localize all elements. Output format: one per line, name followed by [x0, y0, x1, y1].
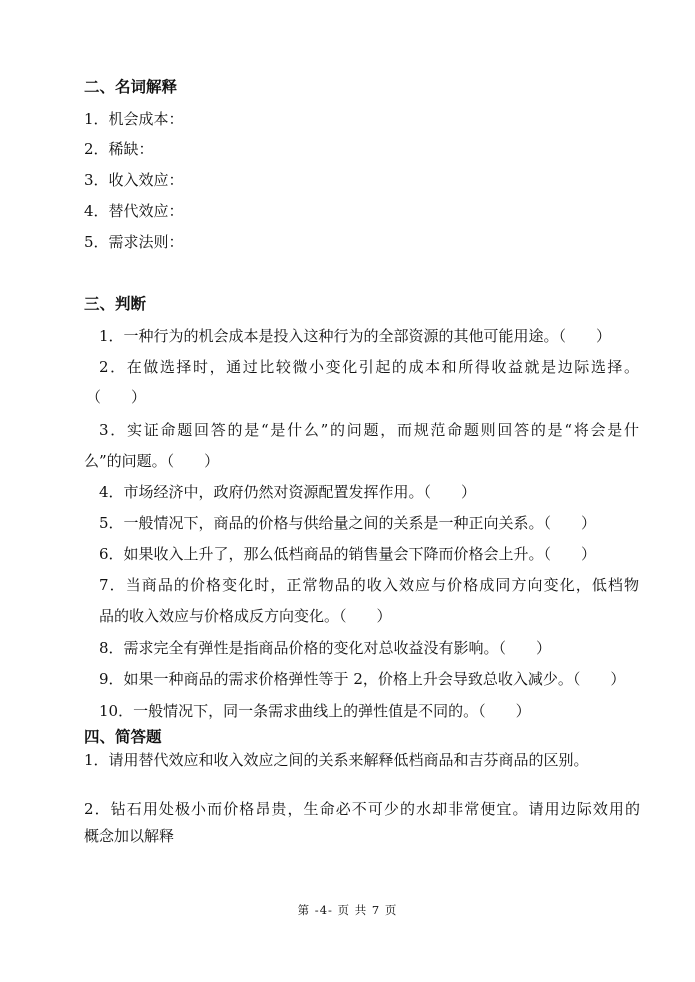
definition-item: 3．收入效应：: [84, 171, 184, 189]
section-heading-judgment: 三、判断: [84, 295, 147, 313]
section-heading-short-answer: 四、简答题: [84, 728, 162, 746]
definition-item: 5．需求法则：: [84, 233, 184, 251]
definition-item: 1．机会成本：: [84, 110, 184, 128]
judgment-item: 1．一种行为的机会成本是投入这种行为的全部资源的其他可能用途。（ ）: [99, 327, 612, 345]
judgment-item: 6．如果收入上升了，那么低档商品的销售量会下降而价格会上升。（ ）: [99, 545, 597, 563]
judgment-item: 2．在做选择时，通过比较微小变化引起的成本和所得收益就是边际选择。: [99, 358, 639, 376]
judgment-item: 9．如果一种商品的需求价格弹性等于 2，价格上升会导致总收入减少。（ ）: [99, 670, 626, 688]
judgment-item-continuation: 品的收入效应与价格成反方向变化。（ ）: [99, 607, 392, 625]
judgment-item: 8．需求完全有弹性是指商品价格的变化对总收益没有影响。（ ）: [99, 639, 552, 657]
definition-item: 2．稀缺：: [84, 140, 154, 158]
page-number-footer: 第 -4- 页 共 7 页: [297, 903, 398, 917]
short-answer-item-continuation: 概念加以解释: [84, 827, 175, 845]
judgment-item-continuation: 么”的问题。（ ）: [84, 452, 220, 470]
definition-item: 4．替代效应：: [84, 202, 184, 220]
judgment-item: 4．市场经济中，政府仍然对资源配置发挥作用。（ ）: [99, 483, 477, 501]
judgment-item: 5．一般情况下，商品的价格与供给量之间的关系是一种正向关系。（ ）: [99, 514, 597, 532]
short-answer-item: 2．钻石用处极小而价格昂贵，生命必不可少的水却非常便宜。请用边际效用的: [84, 800, 640, 818]
judgment-item: 10．一般情况下，同一条需求曲线上的弹性值是不同的。（ ）: [99, 702, 531, 720]
judgment-item-continuation: （ ）: [86, 388, 147, 406]
short-answer-item: 1．请用替代效应和收入效应之间的关系来解释低档商品和吉芬商品的区别。: [84, 751, 589, 769]
judgment-item: 3．实证命题回答的是“是什么”的问题，而规范命题则回答的是“将会是什: [99, 421, 639, 439]
judgment-item: 7．当商品的价格变化时，正常物品的收入效应与价格成同方向变化，低档物: [99, 576, 639, 594]
section-heading-definitions: 二、名词解释: [84, 78, 178, 96]
